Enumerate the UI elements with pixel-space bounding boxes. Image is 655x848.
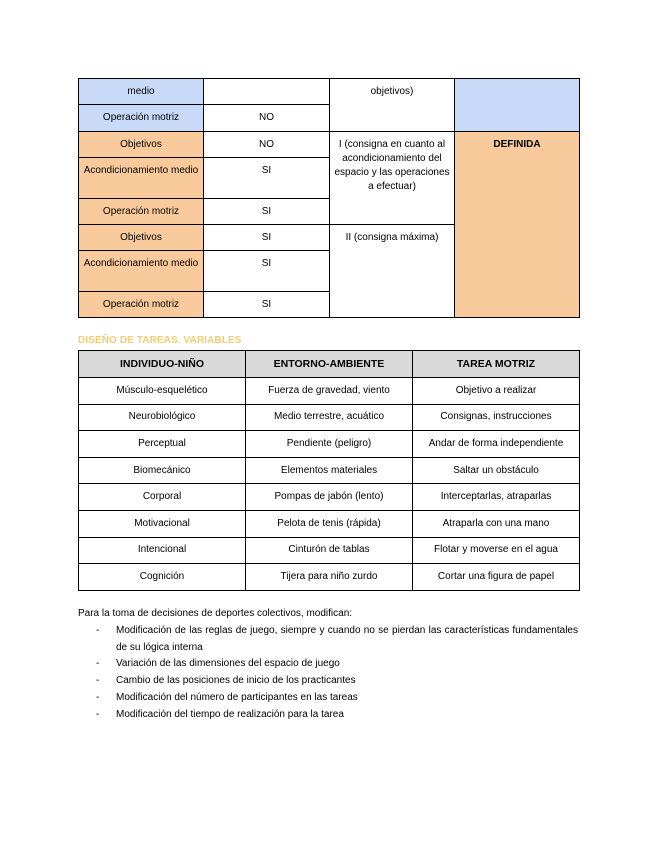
table-cell: Tijera para niño zurdo: [246, 564, 413, 591]
section-title: DISEÑO DE TAREAS. VARIABLES: [78, 335, 242, 346]
table-row: [79, 431, 580, 458]
list-item-text: Modificación de las reglas de juego, siempre y cuando no se pierdan las características fundamentales de su lógica interna: [116, 624, 578, 653]
list-item: [78, 707, 578, 724]
table-cell-value: NO: [204, 132, 330, 158]
table-cell: Neurobiológico: [79, 404, 246, 431]
bullet-dash: -: [96, 691, 100, 703]
bullet-dash: -: [96, 708, 100, 720]
table-cell: Pompas de jabón (lento): [246, 484, 413, 511]
bullet-dash: -: [96, 675, 100, 687]
table-cell-label: Acondicionamiento medio: [79, 251, 204, 292]
consigna-cell: objetivos): [330, 79, 455, 132]
table-cell: Elementos materiales: [246, 457, 413, 484]
table-cell-value: SI: [204, 292, 330, 318]
list-item: [78, 623, 578, 657]
list-item-text: Modificación del tiempo de realización para la tarea: [116, 708, 344, 720]
table-row: [79, 537, 580, 564]
list-item: [78, 656, 578, 673]
task-definition-table: [78, 78, 580, 318]
table-cell-value: SI: [204, 199, 330, 225]
table-cell: Cinturón de tablas: [246, 537, 413, 564]
table-cell: Pelota de tenis (rápida): [246, 510, 413, 537]
column-header: INDIVIDUO-NIÑO: [79, 351, 246, 378]
variables-table: [78, 350, 580, 591]
list-item-text: Variación de las dimensiones del espacio de juego: [116, 658, 340, 670]
list-item-text: Cambio de las posiciones de inicio de los practicantes: [116, 675, 356, 687]
table-cell: Flotar y moverse en el agua: [413, 537, 580, 564]
consigna-cell: I (consigna en cuanto al acondicionamiento del espacio y las operaciones a efectuar): [330, 132, 455, 225]
table-cell: Biomecánico: [79, 457, 246, 484]
list-item: [78, 690, 578, 707]
table-cell-value: [204, 79, 330, 105]
column-header: ENTORNO-AMBIENTE: [246, 351, 413, 378]
list-item-text: Modificación del número de participantes en las tareas: [116, 691, 358, 703]
bullet-dash: -: [96, 658, 100, 670]
table-cell-label: Operación motriz: [79, 105, 204, 132]
table-cell-value: SI: [204, 251, 330, 292]
table-cell: Corporal: [79, 484, 246, 511]
table-cell: Saltar un obstáculo: [413, 457, 580, 484]
table-cell: Intencional: [79, 537, 246, 564]
table-cell-label: Objetivos: [79, 225, 204, 251]
table-cell-value: SI: [204, 225, 330, 251]
table-cell: Músculo-esquelético: [79, 378, 246, 405]
table-cell-value: SI: [204, 158, 330, 199]
table-row: [79, 484, 580, 511]
consigna-cell: II (consigna máxima): [330, 225, 455, 318]
paragraph-intro: Para la toma de decisiones de deportes colectivos, modifican:: [78, 608, 353, 619]
table-cell: Atraparla con una mano: [413, 510, 580, 537]
table-row: [79, 378, 580, 405]
bullet-dash: -: [96, 624, 100, 636]
table-cell-label: Acondicionamiento medio: [79, 158, 204, 199]
table-cell: Consignas, instrucciones: [413, 404, 580, 431]
table-cell-label: Operación motriz: [79, 292, 204, 318]
table-cell: Motivacional: [79, 510, 246, 537]
table-cell: Cortar una figura de papel: [413, 564, 580, 591]
table-cell-value: NO: [204, 105, 330, 132]
table-cell: Objetivo a realizar: [413, 378, 580, 405]
table-cell-label: Objetivos: [79, 132, 204, 158]
table-row: [79, 510, 580, 537]
table-cell: Medio terrestre, acuático: [246, 404, 413, 431]
table-cell: Pendiente (peligro): [246, 431, 413, 458]
table-cell: Andar de forma independiente: [413, 431, 580, 458]
table-cell-label: Operación motriz: [79, 199, 204, 225]
table-cell-label: medio: [79, 79, 204, 105]
type-cell: [455, 79, 580, 132]
decision-paragraph: [78, 606, 578, 724]
table-cell: Fuerza de gravedad, viento: [246, 378, 413, 405]
table-cell: Interceptarlas, atraparlas: [413, 484, 580, 511]
type-cell: DEFINIDA: [455, 132, 580, 318]
table-row: [79, 457, 580, 484]
table-cell: Perceptual: [79, 431, 246, 458]
list-item: [78, 673, 578, 690]
table-row: [79, 404, 580, 431]
table-cell: Cognición: [79, 564, 246, 591]
column-header: TAREA MOTRIZ: [413, 351, 580, 378]
modification-list: [78, 623, 578, 724]
table-row: [79, 564, 580, 591]
